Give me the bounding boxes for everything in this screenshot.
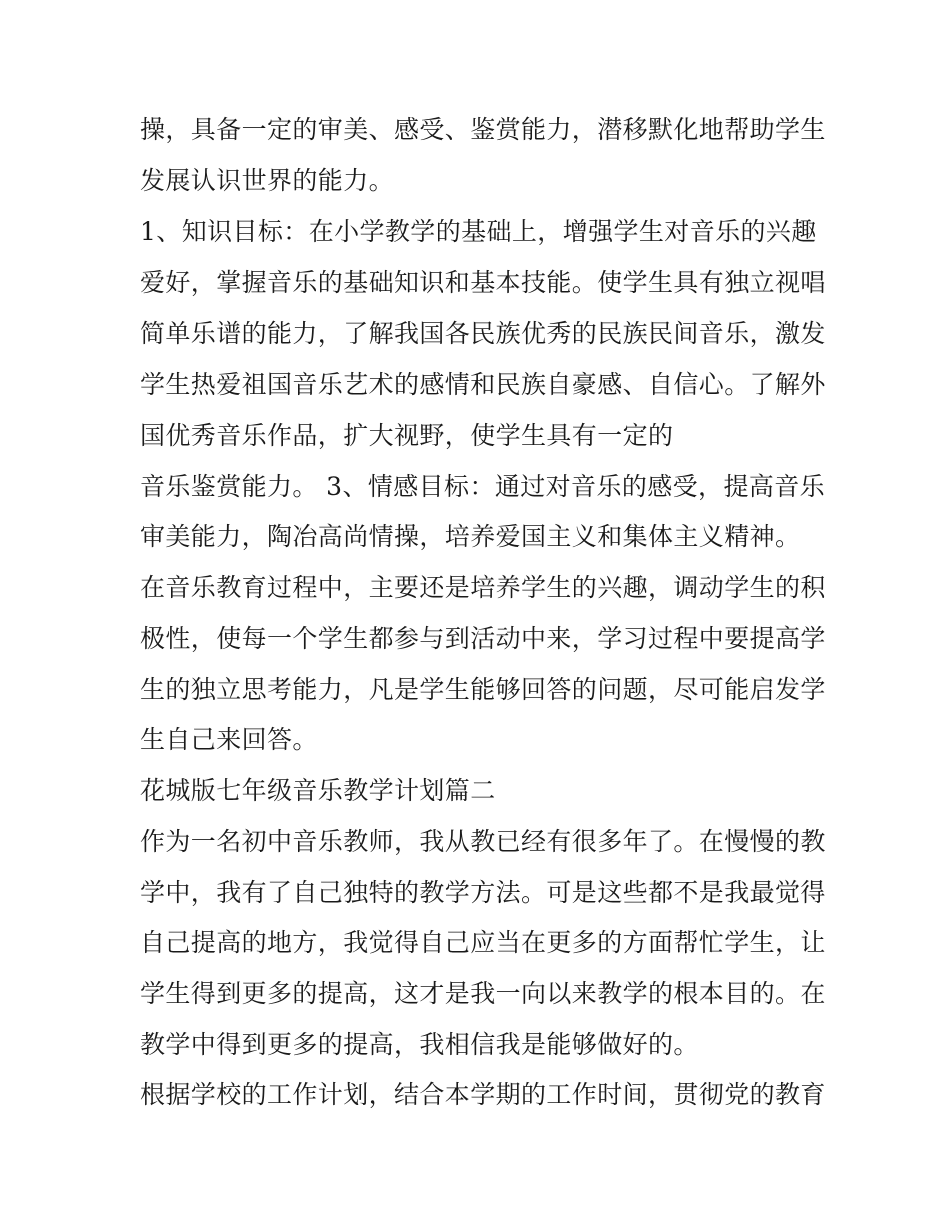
- text-line: 爱好，掌握音乐的基础知识和基本技能。使学生具有独立视唱: [140, 268, 826, 297]
- text-line: 学中，我有了自己独特的教学方法。可是这些都不是我最觉得: [140, 878, 826, 907]
- text-line: 操，具备一定的审美、感受、鉴赏能力，潜移默化地帮助学生: [140, 115, 826, 144]
- text-line: 学生热爱祖国音乐艺术的感情和民族自豪感、自信心。了解外: [140, 370, 826, 399]
- text-line: 在音乐教育过程中，主要还是培养学生的兴趣，调动学生的积: [140, 573, 826, 602]
- text-line: 生自己来回答。: [140, 725, 318, 754]
- text-line: 国优秀音乐作品，扩大视野，使学生具有一定的: [140, 421, 674, 450]
- text-line: 简单乐谱的能力，了解我国各民族优秀的民族民间音乐，激发: [140, 319, 826, 348]
- text-line: 极性，使每一个学生都参与到活动中来，学习过程中要提高学: [140, 624, 826, 653]
- text-line: 生的独立思考能力，凡是学生能够回答的问题，尽可能启发学: [140, 675, 826, 704]
- section-heading: 花城版七年级音乐教学计划篇二: [140, 776, 496, 805]
- text-line: 教学中得到更多的提高，我相信我是能够做好的。: [140, 1030, 699, 1059]
- text-line: 自己提高的地方，我觉得自己应当在更多的方面帮忙学生，让: [140, 928, 826, 957]
- text-line: 学生得到更多的提高，这才是我一向以来教学的根本目的。在: [140, 979, 826, 1008]
- text-line: 作为一名初中音乐教师，我从教已经有很多年了。在慢慢的教: [140, 827, 826, 856]
- text-line: 1、知识目标：在小学教学的基础上，增强学生对音乐的兴趣: [140, 217, 817, 246]
- text-line: 审美能力，陶冶高尚情操，培养爱国主义和集体主义精神。: [140, 522, 801, 551]
- text-line: 根据学校的工作计划，结合本学期的工作时间，贯彻党的教育: [140, 1080, 826, 1109]
- text-line: 发展认识世界的能力。: [140, 166, 395, 195]
- text-line: 音乐鉴赏能力。 3、情感目标：通过对音乐的感受，提高音乐: [140, 472, 826, 501]
